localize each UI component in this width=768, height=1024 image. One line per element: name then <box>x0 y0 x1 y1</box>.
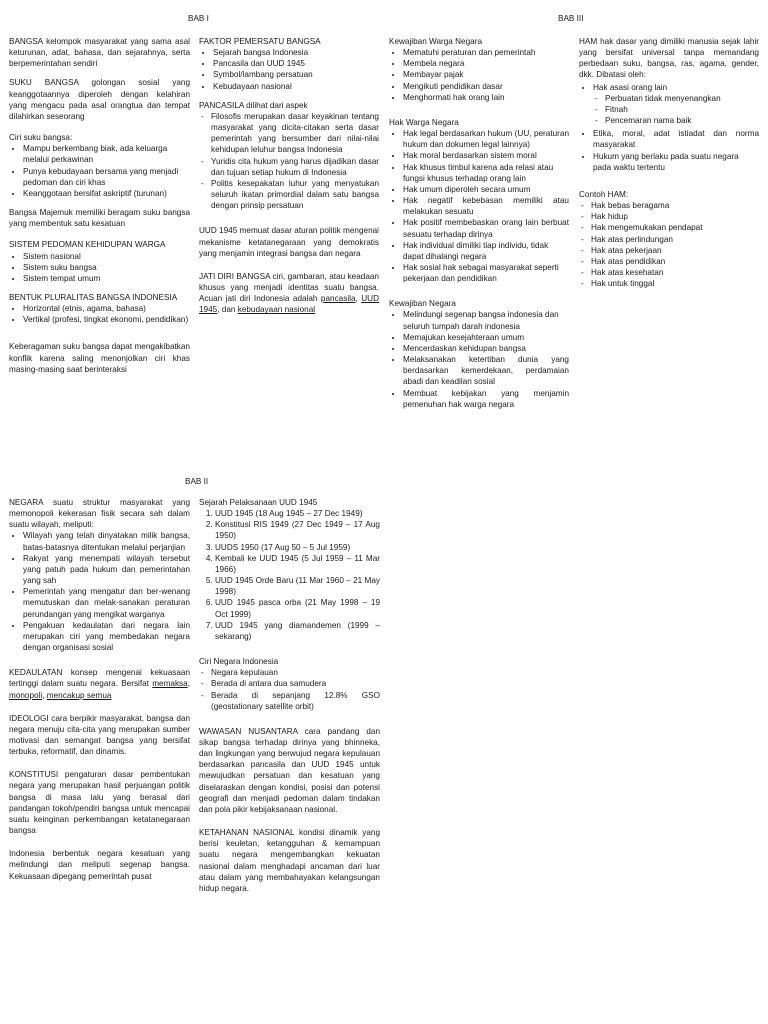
paragraph-keberagaman: Keberagaman suku bangsa dapat mengakibatkan konflik karena saling menonjolkan ciri khas masing-masing saat berinteraksi <box>9 342 190 374</box>
list-item: • Membuat kebijakan yang menjamin pemenuhan hak warga negara <box>403 388 569 410</box>
paragraph-bangsa-majemuk: Bangsa Majemuk memiliki beragam suku bangsa yang membentuk satu kesatuan <box>9 208 190 229</box>
list-item: - Pencemaran nama baik <box>605 115 759 126</box>
list-item: - Perbuatan tidak menyenangkan <box>605 93 759 104</box>
list-item: • Etika, moral, adat istiadat dan norma masyarakat <box>593 128 759 150</box>
list-item: - Hak hidup <box>591 211 759 222</box>
paragraph-negara: NEGARA suatu struktur masyarakat yang memonopoli kekerasan fisik secara sah dalam suatu wilayah, meliputi: <box>9 498 190 530</box>
column-bab2-right <box>199 497 380 902</box>
pancasila-aspek-list <box>199 111 379 211</box>
list-item: - Negara kepulauan <box>211 667 380 678</box>
list-item: • Symbol/lambang persatuan <box>213 69 379 80</box>
list-item: • Pengakuan kedaulatan dari negara lain merupakan ciri yang membedakan negara dengan organisasi sosial <box>23 620 190 653</box>
list-item: • Sistem suku bangsa <box>23 262 190 273</box>
list-item: • Hak individual dimiliki tiap individu, tidak dapat dihalangi negara <box>403 240 569 262</box>
list-item: - Hak untuk tinggal <box>591 278 759 289</box>
jati-diri-kebudayaan: kebudayaan nasional <box>237 305 316 315</box>
paragraph-jati-diri <box>199 271 379 316</box>
ciri-suku-title: Ciri suku bangsa: <box>9 133 73 143</box>
bentuk-pluralitas-list <box>9 303 190 325</box>
list-item: - Berada di sepanjang 12.8% GSO (geostationary satellite orbit) <box>211 690 380 712</box>
jati-diri-pancasila: pancasila <box>320 294 356 304</box>
kedaulatan-text: KEDAULATAN konsep mengenai kekuasaan tertinggi dalam suatu negara. Bersifat <box>9 668 190 689</box>
kewajiban-warga-list <box>389 47 569 103</box>
column-bab3-right <box>579 36 759 297</box>
paragraph-wawasan-nusantara: WAWASAN NUSANTARA cara pandang dan sikap bangsa terhadap dirinya yang bhinneka, dan lingkungan yang berwujud negara kepulauan berdasarkan pancasila dan UUD 1945 untuk mewujudkan persatuan dan kesatuan yang diselaraskan dengan kondisi, posisi dan potensi geografi dan menjadi pedoman dalam tindakan dan pola pikir kebijaksanaan nasional. <box>199 726 380 814</box>
list-item <box>593 82 759 127</box>
list-item: 4. Kembali ke UUD 1945 (5 Jul 1959 – 11 Mar 1966) <box>215 553 380 575</box>
list-item: • Mencerdaskan kehidupan bangsa <box>403 343 569 354</box>
faktor-pemersatu-title: FAKTOR PEMERSATU BANGSA <box>199 37 321 46</box>
list-item: • Pancasila dan UUD 1945 <box>213 58 379 69</box>
paragraph-indonesia: Indonesia berbentuk negara kesatuan yang melindungi dan meliputi segenap bangsa. Kekuasaan dipegang pemerintah pusat <box>9 849 190 881</box>
sejarah-uud-title: Sejarah Pelaksanaan UUD 1945 <box>199 498 318 507</box>
list-item: • Hak khusus timbul karena ada relasi atau fungsi khusus terhadap orang lain <box>403 162 569 184</box>
list-item: • Melindungi segenap bangsa indonesia dan seluruh tumpah darah indonesia <box>403 309 569 331</box>
list-item: • Vertikal (profesi, tingkat ekonomi, pendidikan) <box>23 314 190 325</box>
list-item: 1. UUD 1945 (18 Aug 1945 – 27 Dec 1949) <box>215 508 380 519</box>
hak-warga-title: Hak Warga Negara <box>389 117 459 127</box>
paragraph-ham: HAM hak dasar yang dimiliki manusia sejak lahir yang bersifat universal tanpa memandang perbedaan suku, bangsa, ras, agama, gender, dkk. Dibatasi oleh: <box>579 37 759 80</box>
paragraph-ketahanan-nasional: KETAHANAN NASIONAL kondisi dinamik yang berisi keuletan, ketangguhan & kemampuan suatu negara mengembangkan kekuatan nasional dalam menghadapi ancaman dari luar atau dalam yang membahayakan kelangsungan hidup negara. <box>199 828 380 893</box>
list-item: • Menghormati hak orang lain <box>403 92 569 103</box>
ciri-negara-list <box>199 667 380 712</box>
kedaulatan-memaksa: memaksa <box>152 679 188 689</box>
ham-hak-asasi-label: Hak asasi orang lain <box>593 82 668 92</box>
ciri-suku-list <box>9 143 190 199</box>
list-item: • Rakyat yang menempati wilayah tersebut yang patuh pada hukum dan pemerintahan yang sah <box>23 553 190 586</box>
list-item: - Hak bebas beragama <box>591 200 759 211</box>
heading-bab-1: BAB I <box>188 14 209 23</box>
separator: , dan <box>217 305 238 315</box>
heading-bab-3: BAB III <box>558 14 584 23</box>
list-item: • Memajukan kesejahteraan umum <box>403 332 569 343</box>
list-item: • Hak umum diperoleh secara umum <box>403 184 569 195</box>
list-item: • Keanggotaan bersifat askriptif (turunan) <box>23 188 190 199</box>
list-item: • Horizontal (etnis, agama, bahasa) <box>23 303 190 314</box>
paragraph-konstitusi: KONSTITUSI pengaturan dasar pembentukan negara yang merupakan hasil perjuangan politik bangsa di masa lalu yang berasal dari pandangan tokoh/pendiri bangsa untuk mencapai suatu keinginan perkembangan ketatanegaraan bangsa <box>9 770 190 836</box>
paragraph-suku-bangsa: SUKU BANGSA golongan sosial yang keanggotaannya diperoleh dengan kelahiran yang mengacu pada asal orangtua dan tempat dilahirkan seseorang <box>9 78 190 121</box>
contoh-ham-title: Contoh HAM: <box>579 189 629 199</box>
sistem-pedoman-list <box>9 251 190 284</box>
paragraph-ideologi: IDEOLOGI cara berpikir masyarakat, bangsa dan negara menuju cita-cita yang merupakan sumber motivasi dan semangat bangsa yang bersifat terbuka, reformatif, dan dinamis. <box>9 713 190 757</box>
pancasila-aspek-title: PANCASILA dilihat dari aspek <box>199 100 308 110</box>
list-item: • Hak sosial hak sebagai masyarakat seperti pekerjaan dan pendidikan <box>403 262 569 284</box>
list-item: - Politis kesepakatan luhur yang menyatukan seluruh ikatan primordial dalam satu bangsa dengan prinsip persatuan <box>211 178 379 211</box>
heading-bab-2: BAB II <box>185 477 209 486</box>
list-item: - Yuridis cita hukum yang harus dijadikan dasar dan tujuan setiap hukum di Indonesia <box>211 156 379 178</box>
list-item: • Membela negara <box>403 58 569 69</box>
list-item: - Hak atas pekerjaan <box>591 245 759 256</box>
ciri-negara-title: Ciri Negara Indonesia <box>199 657 279 667</box>
list-item: • Hukum yang berlaku pada suatu negara pada waktu tertentu <box>593 151 759 173</box>
list-item: 5. UUD 1945 Orde Baru (11 Mar 1960 – 21 May 1998) <box>215 575 380 597</box>
list-item: - Hak atas pendidikan <box>591 256 759 267</box>
list-item: • Melaksanakan ketertiban dunia yang berdasarkan kemerdekaan, perdamaian abadi dan keadilan sosial <box>403 354 569 387</box>
faktor-pemersatu-list <box>199 47 379 92</box>
list-item: • Kebudayaan nasional <box>213 81 379 92</box>
list-item: • Mematuhi peraturan dan pemerintah <box>403 47 569 58</box>
contoh-ham-list <box>579 200 759 289</box>
list-item: - Hak atas perlindungan <box>591 234 759 245</box>
negara-list <box>9 530 190 653</box>
list-item: - Berada di antara dua samudera <box>211 678 380 689</box>
column-bab2-left <box>9 497 190 890</box>
jati-diri-uud: UUD 1945 <box>199 294 379 315</box>
kewajiban-negara-title: Kewajiban Negara <box>389 299 456 309</box>
list-item: • Membayar pajak <box>403 69 569 80</box>
ham-sub-list <box>593 93 759 126</box>
paragraph-bangsa: BANGSA kelompok masyarakat yang sama asal keturunan, adat, bahasa, dan sejarahnya, serta berpemerintahan sendiri <box>9 37 190 69</box>
list-item: • Mengikuti pendidikan dasar <box>403 81 569 92</box>
separator: , <box>187 679 190 689</box>
column-bab1-right <box>199 36 379 323</box>
separator: , <box>355 294 362 304</box>
list-item: • Hak negatif kebebasan memiliki atau melakukan sesuatu <box>403 195 569 217</box>
sistem-pedoman-title: SISTEM PEDOMAN KEHIDUPAN WARGA <box>9 240 166 250</box>
paragraph-kedaulatan <box>9 667 190 700</box>
column-bab3-left <box>389 36 569 418</box>
bentuk-pluralitas-title: BENTUK PLURALITAS BANGSA INDONESIA <box>9 292 178 302</box>
list-item: • Sejarah bangsa Indonesia <box>213 47 379 58</box>
list-item: • Pemerintah yang mengatur dan ber-wenang memutuskan dan melak-sanakan peraturan perundangan yang mengikat warganya <box>23 586 190 619</box>
kewajiban-warga-title: Kewajiban Warga Negara <box>389 37 482 46</box>
jati-diri-text: JATI DIRI BANGSA ciri, gambaran, atau keadaan khusus yang menjadi identitas suatu bangsa. Acuan jati diri Indonesia adalah <box>199 271 379 304</box>
list-item: - Fitnah <box>605 104 759 115</box>
list-item: 7. UUD 1945 yang diamandemen (1999 – sekarang) <box>215 620 380 642</box>
list-item: • Hak positif membebaskan orang lain berbuat sesuatu terhadap dirinya <box>403 217 569 239</box>
list-item: - Hak atas kesehatan <box>591 267 759 278</box>
sejarah-uud-list <box>199 508 380 642</box>
list-item: • Hak legal berdasarkan hukum (UU, peraturan hukum dan dokumen legal lainnya) <box>403 128 569 150</box>
separator: , <box>42 690 47 700</box>
list-item: • Punya kebudayaan bersama yang menjadi pedoman dan ciri khas <box>23 166 190 188</box>
hak-warga-list <box>389 128 569 284</box>
list-item: 3. UUDS 1950 (17 Aug 50 – 5 Jul 1959) <box>215 542 380 553</box>
list-item: - Hak mengemukakan pendapat <box>591 222 759 233</box>
kedaulatan-mencakup: mencakup semua <box>46 690 112 700</box>
column-bab1-left <box>9 36 190 383</box>
list-item: • Sistem tempat umum <box>23 273 190 284</box>
list-item: • Sistem nasional <box>23 251 190 262</box>
list-item: • Hak moral berdasarkan sistem moral <box>403 150 569 161</box>
kedaulatan-monopoli: monopoli <box>9 690 43 700</box>
list-item: - Filosofis merupakan dasar keyakinan tentang masyarakat yang dicita-citakan serta dasar pemerintah yang bersumber dari nilai-nilai kehidupan leluhur bangsa Indonesia <box>211 111 379 156</box>
list-item: 6. UUD 1945 pasca orba (21 May 1998 – 19 Oct 1999) <box>215 597 380 619</box>
list-item: • Mampu berkembang biak, ada keluarga melalui perkawinan <box>23 143 190 165</box>
list-item: 2. Konstitusi RIS 1949 (27 Dec 1949 – 17 Aug 1950) <box>215 519 380 541</box>
kewajiban-negara-list <box>389 309 569 409</box>
ham-pembatas-list <box>579 82 759 173</box>
paragraph-uud-1945: UUD 1945 memuat dasar aturan politik mengenai mekanisme ketatanegaraan yang demokratis yang menjamin integrasi bangsa dan negara <box>199 226 379 258</box>
list-item: • Wilayah yang telah dinyatakan milik bangsa, batas-batasnya ditentukan melalui perjanjian <box>23 530 190 552</box>
